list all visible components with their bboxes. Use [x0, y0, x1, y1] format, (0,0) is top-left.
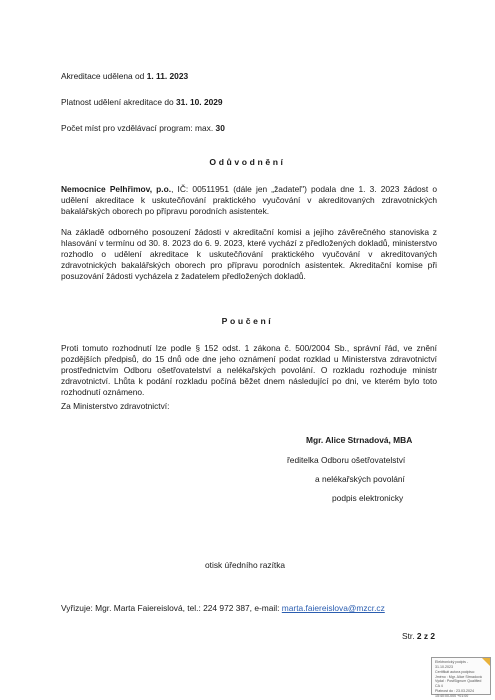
applicant-name: Nemocnice Pelhřimov, p.o.	[61, 184, 172, 194]
electronic-signature-stamp	[431, 657, 491, 698]
granted-label: Akreditace udělena od	[61, 71, 145, 81]
instruction-heading: Poučení	[221, 316, 274, 326]
official-stamp-note: otisk úředního razítka	[205, 560, 286, 570]
places-label: Počet míst pro vzdělávací program: max.	[61, 123, 214, 133]
page-number	[402, 631, 435, 642]
stamp-line: Platnost do : 23.03.2024 15:40:00-000 +01:00	[435, 689, 474, 698]
page-label: Str.	[402, 631, 415, 641]
signatory-title-2: a nelékařských povolání	[315, 474, 405, 484]
signatory-name: Mgr. Alice Strnadová, MBA	[306, 435, 413, 445]
validity-date: 31. 10. 2029	[176, 97, 223, 107]
signatory-title-1: ředitelka Odboru ošetřovatelství	[287, 455, 406, 465]
accreditation-granted	[61, 71, 188, 82]
validity-label: Platnost udělení akreditace do	[61, 97, 174, 107]
stamp-line: Certifikát autora podpisu:	[435, 669, 475, 674]
justification-p1-text: , IČ: 00511951 (dále jen „žadatel") podala dne 1. 3. 2023 žádost o udělení akreditace k uskutečňování praktického vyučování v akreditovaných zdravotnických bakalářských oborech po přípravu porodních asistentek.	[61, 184, 437, 217]
stamp-line: Jméno : Mgr. Alice Strnadová	[435, 674, 482, 679]
stamp-line: Elektronický podpis - 31.10.2023	[435, 660, 469, 669]
contact-email-link[interactable]: marta.faiereislova@mzcr.cz	[281, 603, 385, 613]
stamp-corner-mark	[482, 658, 490, 666]
electronic-signature-note: podpis elektronicky	[332, 493, 404, 503]
granted-date: 1. 11. 2023	[146, 71, 189, 81]
stamp-line: Vydal : PostSignum Qualified CA 4	[435, 679, 482, 689]
handled-by-text: Vyřizuje: Mgr. Marta Faiereislová, tel.: 224 972 387, e-mail:	[61, 603, 280, 613]
justification-heading: Odůvodnění	[209, 157, 286, 167]
accreditation-validity	[61, 97, 223, 108]
handled-by	[61, 603, 385, 614]
justification-paragraph-1	[61, 184, 437, 217]
page-value: 2 z 2	[416, 631, 436, 641]
accreditation-places	[61, 123, 225, 134]
justification-paragraph-2: Na základě odborného posouzení žádosti v akreditační komisi a jejího závěrečného stanoviska z hlasování v termínu od 30. 8. 2023 do 6. 9. 2023, které vychází z předložených dokladů, ministerstvo rozhodlo o udělení akreditace k uskutečňování praktického vyučování v akreditovaných zdravotnických bakalářských oborech pro přípravu porodních asistentek. Akreditační komise při posuzování žádosti vycházela z žadatelem předložených dokladů.	[61, 227, 437, 282]
places-value: 30	[215, 123, 225, 133]
for-ministry-label: Za Ministerstvo zdravotnictví:	[61, 401, 170, 411]
instruction-paragraph: Proti tomuto rozhodnutí lze podle § 152 odst. 1 zákona č. 500/2004 Sb., správní řád, ve znění pozdějších předpisů, do 15 dnů ode dne jeho oznámení podat rozklad u Ministerstva zdravotnictví prostřednictvím Odboru ošetřovatelství a nelékařských povolání. O rozkladu rozhoduje ministr zdravotnictví. Lhůta k podání rozkladu počíná běžet dnem následující po dni, ve kterém bylo toto rozhodnutí oznámeno.	[61, 343, 437, 398]
